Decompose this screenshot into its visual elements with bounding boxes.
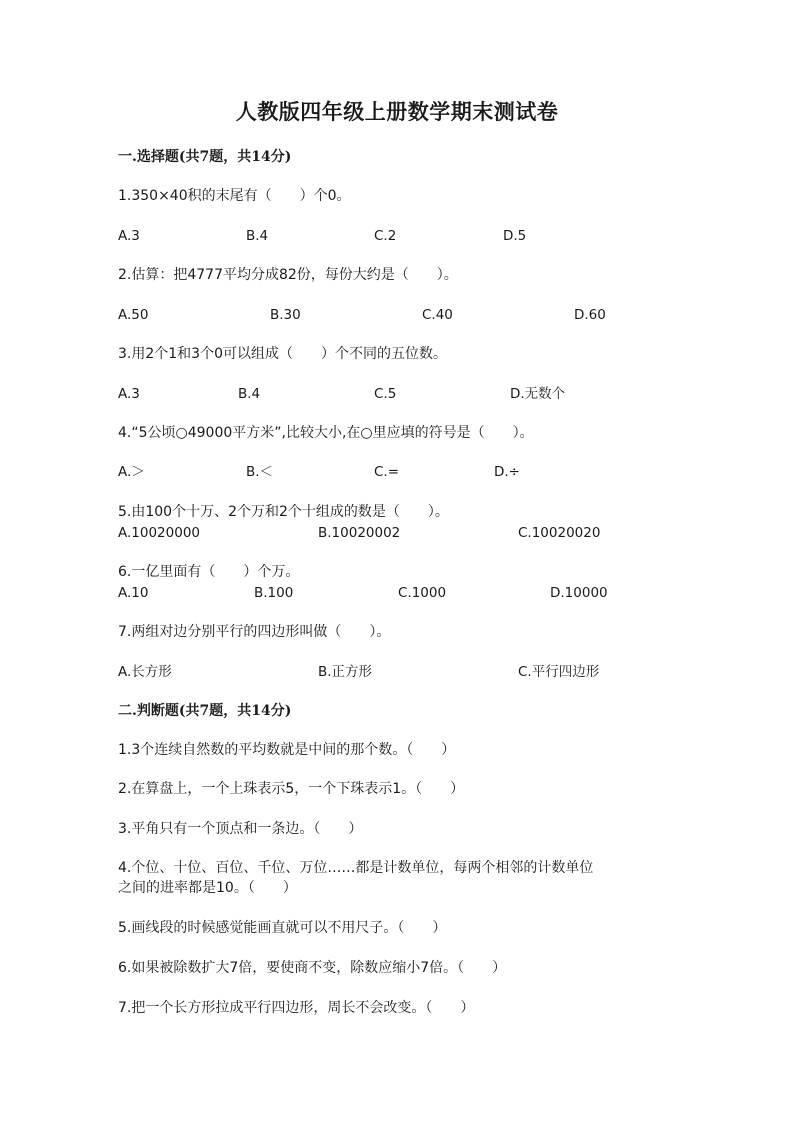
question-text: 2.在算盘上，一个上珠表示5，一个下珠表示1。（ ）	[118, 781, 465, 797]
question-text: 5.由100个十万、2个万和2个十组成的数是（ ）。	[118, 504, 449, 520]
question-text-continued: 之间的进率都是10。（ ）	[118, 880, 297, 896]
question-text: 1.350×40积的末尾有（ ）个0。	[118, 188, 351, 204]
question-text: 7.两组对边分别平行的四边形叫做（ ）。	[118, 624, 391, 640]
section-heading-judgement: 二.判断题(共7题，共14分)	[118, 703, 292, 719]
option: B.30	[270, 307, 301, 323]
option: A.3	[118, 228, 140, 244]
option: B.100	[254, 585, 294, 601]
question-text: 5.画线段的时候感觉能画直就可以不用尺子。（ ）	[118, 920, 447, 936]
option: B.10020002	[318, 525, 401, 541]
option: B.4	[246, 228, 269, 244]
question-text: 1.3个连续自然数的平均数就是中间的那个数。（ ）	[118, 742, 456, 758]
option: A.＞	[118, 464, 145, 480]
option: B.4	[238, 386, 261, 402]
question-text: 6.一亿里面有（ ）个万。	[118, 564, 300, 580]
option: C.1000	[398, 585, 447, 601]
option: C.2	[374, 228, 397, 244]
option: A.50	[118, 307, 149, 323]
question-text: 6.如果被除数扩大7倍，要使商不变，除数应缩小7倍。（ ）	[118, 960, 507, 976]
question-text: 2.估算：把4777平均分成82份，每份大约是（ ）。	[118, 267, 458, 283]
option: C.5	[374, 386, 397, 402]
option: C.=	[374, 464, 400, 480]
question-text: 3.平角只有一个顶点和一条边。（ ）	[118, 821, 363, 837]
option: D.÷	[494, 464, 520, 480]
option: B.＜	[246, 464, 274, 480]
option: A.10020000	[118, 525, 201, 541]
option: C.40	[422, 307, 453, 323]
option: D.10000	[550, 585, 608, 601]
section-heading-choice: 一.选择题(共7题，共14分)	[118, 149, 292, 165]
option: C.平行四边形	[518, 664, 600, 680]
question-text: 4.个位、十位、百位、千位、万位……都是计数单位，每两个相邻的计数单位	[118, 860, 594, 876]
page-title: 人教版四年级上册数学期末测试卷	[235, 99, 559, 124]
option: A.长方形	[118, 664, 172, 680]
option: A.10	[118, 585, 149, 601]
option: A.3	[118, 386, 140, 402]
option: C.10020020	[518, 525, 601, 541]
question-text: 4.“5公顷○49000平方米”,比较大小,在○里应填的符号是（ ）。	[118, 425, 534, 441]
question-text: 7.把一个长方形拉成平行四边形，周长不会改变。（ ）	[118, 1000, 475, 1016]
option: D.5	[503, 228, 527, 244]
option: D.60	[574, 307, 606, 323]
question-text: 3.用2个1和3个0可以组成（ ）个不同的五位数。	[118, 346, 447, 362]
option: B.正方形	[318, 664, 373, 680]
option: D.无数个	[510, 386, 566, 402]
